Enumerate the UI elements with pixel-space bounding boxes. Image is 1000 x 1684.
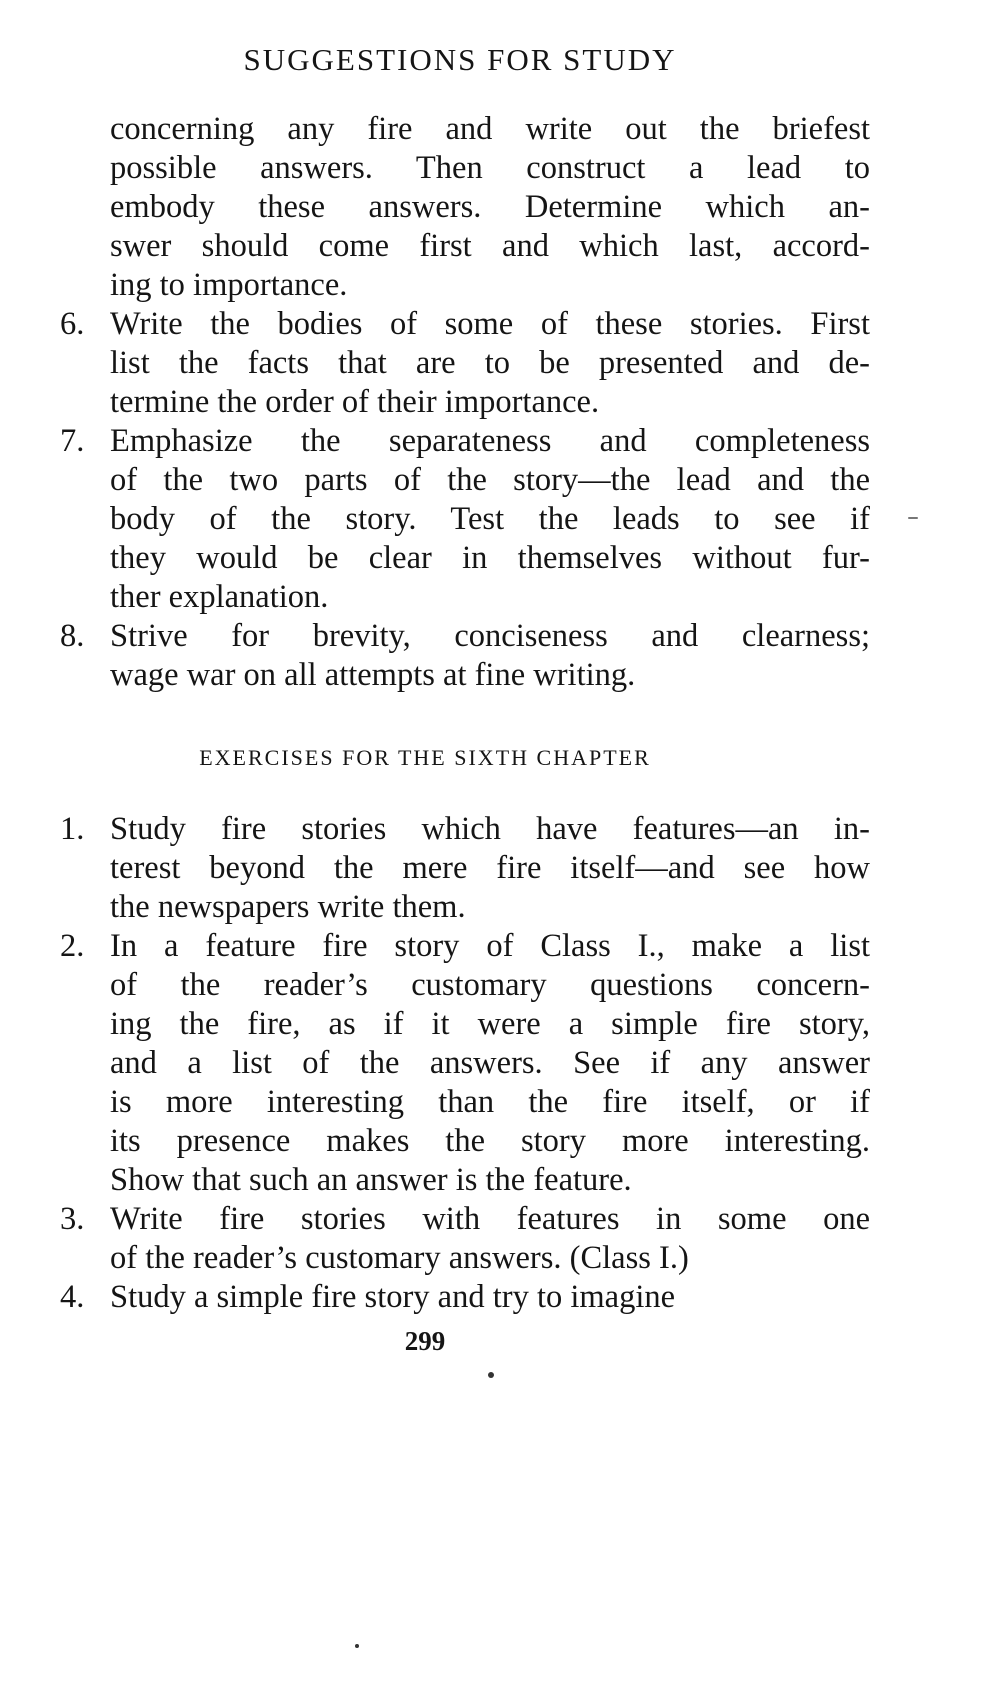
text-line	[60, 1161, 820, 1200]
item-number: 8.	[60, 618, 85, 654]
line-text: of the two parts of the story—the lead and the	[110, 462, 870, 498]
line-text: they would be clear in themselves without fur-	[110, 540, 870, 576]
print-speck	[488, 1372, 494, 1378]
line-text: Write fire stories with features in some one	[110, 1201, 870, 1237]
text-line	[60, 966, 870, 1005]
line-text: possible answers. Then construct a lead to	[110, 150, 870, 186]
line-text: ing to importance.	[110, 267, 348, 303]
text-line	[60, 1278, 820, 1317]
text-line	[60, 344, 870, 383]
line-text: wage war on all attempts at fine writing.	[110, 657, 636, 693]
exercises-heading: EXERCISES FOR THE SIXTH CHAPTER	[199, 745, 651, 770]
item-number: 4.	[60, 1279, 85, 1315]
print-speck	[908, 517, 918, 519]
text-line	[60, 1122, 870, 1161]
line-text: of the reader’s customary questions concern-	[110, 967, 870, 1003]
line-text: ing the fire, as if it were a simple fire story,	[110, 1006, 870, 1042]
line-text: its presence makes the story more interesting.	[110, 1123, 870, 1159]
exercises-list	[60, 810, 870, 1317]
line-text: In a feature fire story of Class I., make a list	[110, 928, 870, 964]
text-line	[60, 1044, 870, 1083]
line-text: embody these answers. Determine which an-	[110, 189, 870, 225]
line-text: list the facts that are to be presented and de-	[110, 345, 870, 381]
line-text: body of the story. Test the leads to see if	[110, 501, 870, 537]
text-line	[60, 617, 870, 656]
exercise-item	[60, 810, 870, 927]
line-text: and a list of the answers. See if any answer	[110, 1045, 870, 1081]
text-line	[60, 1239, 820, 1278]
line-text: Write the bodies of some of these stories. First	[110, 306, 870, 342]
line-text: the newspapers write them.	[110, 889, 466, 925]
suggestions-list	[60, 110, 870, 695]
line-text: concerning any fire and write out the briefest	[110, 111, 870, 147]
text-line	[60, 461, 870, 500]
running-head: SUGGESTIONS FOR STUDY	[243, 42, 677, 77]
line-text: of the reader’s customary answers. (Class I.)	[110, 1240, 689, 1276]
line-text: Study a simple fire story and try to imagine	[110, 1279, 676, 1315]
item-number: 1.	[60, 811, 85, 847]
line-text: ther explanation.	[110, 579, 329, 615]
text-line	[60, 1005, 870, 1044]
text-line	[60, 849, 870, 888]
suggestion-item	[60, 110, 870, 305]
line-text: termine the order of their importance.	[110, 384, 600, 420]
text-line	[60, 500, 870, 539]
suggestion-item	[60, 422, 870, 617]
text-line	[60, 227, 870, 266]
print-speck	[355, 1644, 359, 1648]
text-line	[60, 149, 870, 188]
item-number: 2.	[60, 928, 85, 964]
line-text: Emphasize the separateness and completeness	[110, 423, 870, 459]
text-line	[60, 266, 820, 305]
line-text: Study fire stories which have features—an in-	[110, 811, 870, 847]
page-number: 299	[404, 1326, 446, 1356]
line-text: is more interesting than the fire itself, or if	[110, 1084, 870, 1120]
text-line	[60, 110, 870, 149]
text-line	[60, 656, 820, 695]
exercise-item	[60, 1200, 870, 1278]
text-line	[60, 810, 870, 849]
text-line	[60, 383, 820, 422]
exercise-item	[60, 927, 870, 1200]
text-line	[60, 578, 820, 617]
exercise-item	[60, 1278, 820, 1317]
line-text: terest beyond the mere fire itself—and see how	[110, 850, 870, 886]
item-number: 6.	[60, 306, 85, 342]
text-line	[60, 1200, 870, 1239]
item-number: 3.	[60, 1201, 85, 1237]
text-line	[60, 188, 870, 227]
item-number: 7.	[60, 423, 85, 459]
line-text: Strive for brevity, conciseness and clearness;	[110, 618, 870, 654]
line-text: Show that such an answer is the feature.	[110, 1162, 632, 1198]
line-text: swer should come first and which last, accord-	[110, 228, 870, 264]
suggestion-item	[60, 617, 870, 695]
text-line	[60, 422, 870, 461]
suggestion-item	[60, 305, 870, 422]
text-line	[60, 927, 870, 966]
text-line	[60, 888, 820, 927]
text-line	[60, 539, 870, 578]
text-line	[60, 305, 870, 344]
text-line	[60, 1083, 870, 1122]
